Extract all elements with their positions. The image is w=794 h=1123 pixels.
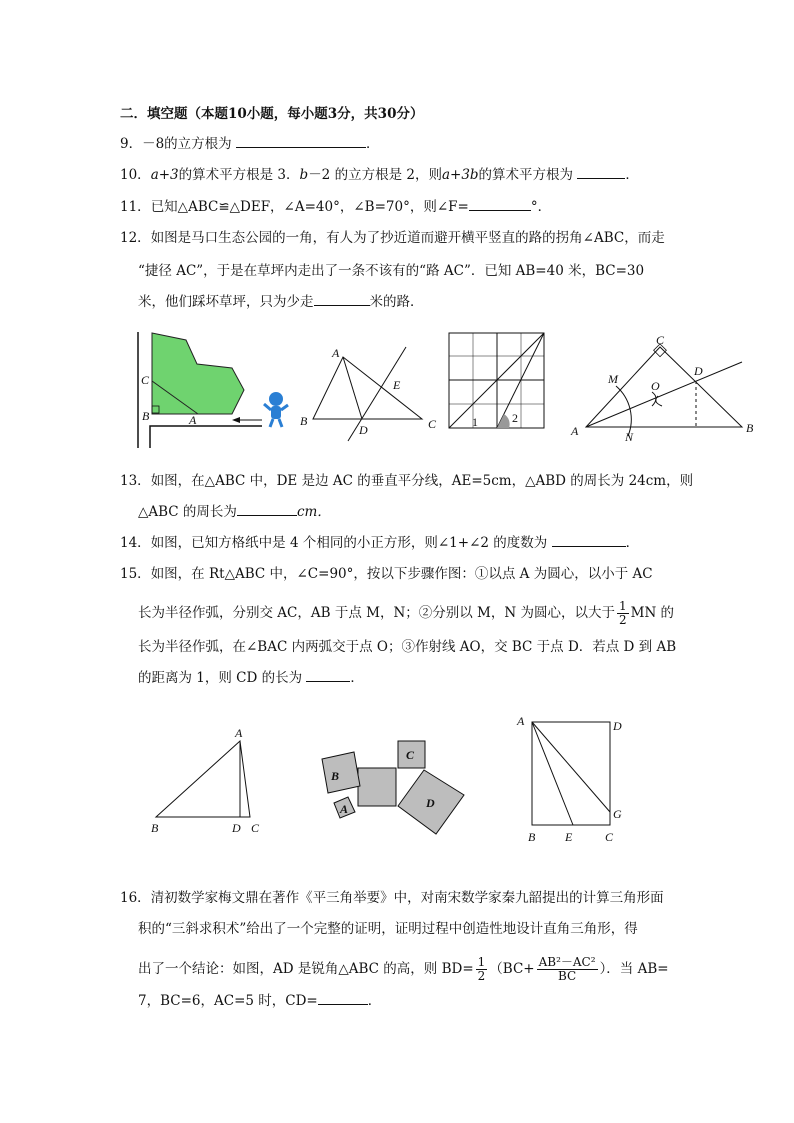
section-title: 二．填空题（本题10小题，每小题3分，共30分） <box>120 106 424 122</box>
sq-label-c: C <box>406 748 415 762</box>
fig16-label-a: A <box>235 726 243 740</box>
question-16-line3 <box>138 956 669 983</box>
fig12-label-b: B <box>142 409 150 423</box>
q10-expr1: a+3 <box>150 167 179 183</box>
q9-end: ． <box>365 136 380 152</box>
fig12-label-c: C <box>141 373 150 387</box>
q12-text-line3b: 米的路． <box>369 294 424 310</box>
q12-text-line2: “捷径 AC”，于是在草坪内走出了一条不该有的“路 AC”．已知 AB=40 米，BC=30 <box>138 263 645 279</box>
q10-expr3: a+3b <box>441 167 479 183</box>
fig15-label-o: O <box>651 379 660 393</box>
fig16-label-d: D <box>232 821 241 835</box>
q11-text: 已知△ABC≌△DEF，∠A=40°，∠B=70°，则∠F= <box>150 199 469 215</box>
fig15-label-c: C <box>656 333 665 347</box>
q16-blank[interactable] <box>318 992 368 1005</box>
fig13-label-a: A <box>332 346 340 360</box>
q10-expr2: b <box>299 167 309 183</box>
rect-segment-ae <box>532 722 573 825</box>
fig13-label-e: E <box>393 378 401 392</box>
q13-text-line2a: △ABC 的周长为 <box>138 504 237 520</box>
q13-number: 13． <box>120 473 151 489</box>
q14-number: 14． <box>120 535 151 551</box>
q10-text2: －2 的立方根是 2，则 <box>308 167 442 183</box>
q9-number: 9． <box>120 136 143 152</box>
q16-fraction-squares: $\frac{\text{AB²－AC²}}{BC}$ <box>538 955 596 983</box>
question-16-line1 <box>120 889 664 907</box>
q12-text-line3a: 米，他们踩坏草坪，只为少走 <box>138 294 314 310</box>
q12-text-line1: 如图是马口生态公园的一角，有人为了抄近道而避开横平竖直的路的拐角∠ABC，而走 <box>150 230 665 246</box>
q15-text-line4a: 的距离为 1，则 CD 的长为 <box>138 670 303 686</box>
q13-text-line1: 如图，在△ABC 中，DE 是边 AC 的垂直平分线，AE=5cm，△ABD 的周长为 24cm，则 <box>150 473 694 489</box>
rect-segment-ag <box>532 722 610 812</box>
q14-end: ． <box>625 535 640 551</box>
q16-text-line2: 积的“三斜求积术”给出了一个完整的证明，证明过程中创造性地设计直角三角形，得 <box>138 921 638 937</box>
figure-rectangle <box>516 714 622 844</box>
rect-label-b: B <box>528 830 536 844</box>
rect-label-d: D <box>613 719 622 733</box>
q15-fraction-half: $\frac{1}{2}$ <box>618 599 627 627</box>
fig14-label-1: 1 <box>472 415 478 429</box>
q10-text3: 的算术平方根为 <box>478 167 574 183</box>
fig15-label-d: D <box>694 364 703 378</box>
q16-text-line3c: ）．当 AB= <box>599 961 669 977</box>
rect-label-a: A <box>517 714 525 728</box>
fig13-label-c: C <box>428 417 437 431</box>
sq-label-a: A <box>340 802 349 816</box>
q16-text-line4a: 7，BC=6，AC=5 时，CD= <box>138 993 318 1009</box>
sq-label-b: B <box>331 769 340 783</box>
q10-text1: 的算术平方根是 3． <box>178 167 300 183</box>
q15-number: 15． <box>120 566 151 582</box>
q16-text-line3b: （BC+ <box>489 961 535 977</box>
q14-text: 如图，已知方格纸中是 4 个相同的小正方形，则∠1+∠2 的度数为 <box>150 535 548 551</box>
fig15-label-n: N <box>625 430 634 444</box>
question-16-line4 <box>138 992 381 1010</box>
fig13-label-d: D <box>359 423 368 437</box>
fig16-triangle-abc <box>156 741 250 817</box>
sq-label-d: D <box>426 796 435 810</box>
sq-b-square <box>322 752 360 793</box>
fig15-label-m: M <box>608 372 618 386</box>
q16-text-line1: 清初数学家梅文鼎在著作《平三角举要》中，对南宋数学家秦九韶提出的计算三角形面 <box>150 890 664 906</box>
fig14-label-2: 2 <box>512 411 518 425</box>
fig13-label-b: B <box>300 414 308 428</box>
q10-number: 10． <box>120 167 151 183</box>
q9-text: －8的立方根为 <box>142 136 232 152</box>
q10-end: ． <box>625 167 639 183</box>
fig15-label-a: A <box>571 424 579 438</box>
fig16-label-c: C <box>251 821 260 835</box>
q15-text-line3: 长为半径作弧，在∠BAC 内两弧交于点 O；③作射线 AO，交 BC 于点 D．若点 D 到 AB <box>138 639 677 655</box>
q13-unit: cm． <box>296 504 331 520</box>
fig16-label-b: B <box>151 821 159 835</box>
q15-text-line2b: MN 的 <box>630 605 675 621</box>
q12-number: 12． <box>120 230 151 246</box>
q16-number: 16． <box>120 890 151 906</box>
figure-squares <box>322 741 464 834</box>
rect-label-e: E <box>565 830 573 844</box>
sq-center-square <box>358 768 396 806</box>
q16-end: ． <box>367 993 382 1009</box>
q16-text-line3a: 出了一个结论：如图，AD 是锐角△ABC 的高，则 BD= <box>138 961 474 977</box>
rect-label-c: C <box>605 830 614 844</box>
q15-text-line2a: 长为半径作弧，分别交 AC，AB 于点 M，N；②分别以 M，N 为圆心，以大于 <box>138 605 615 621</box>
fig15-label-b: B <box>746 421 754 435</box>
rect-label-g: G <box>613 807 622 821</box>
q16-fraction-half: $\frac{1}{2}$ <box>477 955 486 983</box>
q15-end: ． <box>350 670 364 686</box>
fig12-label-a: A <box>189 413 197 427</box>
q11-number: 11． <box>120 199 151 215</box>
rect-abcd <box>532 722 610 825</box>
q15-text-line1: 如图，在 Rt△ABC 中，∠C=90°，按以下步骤作图：①以点 A 为圆心，以小于 AC <box>150 566 653 582</box>
figure-16-triangle <box>151 726 260 835</box>
q11-end: °． <box>530 199 552 215</box>
